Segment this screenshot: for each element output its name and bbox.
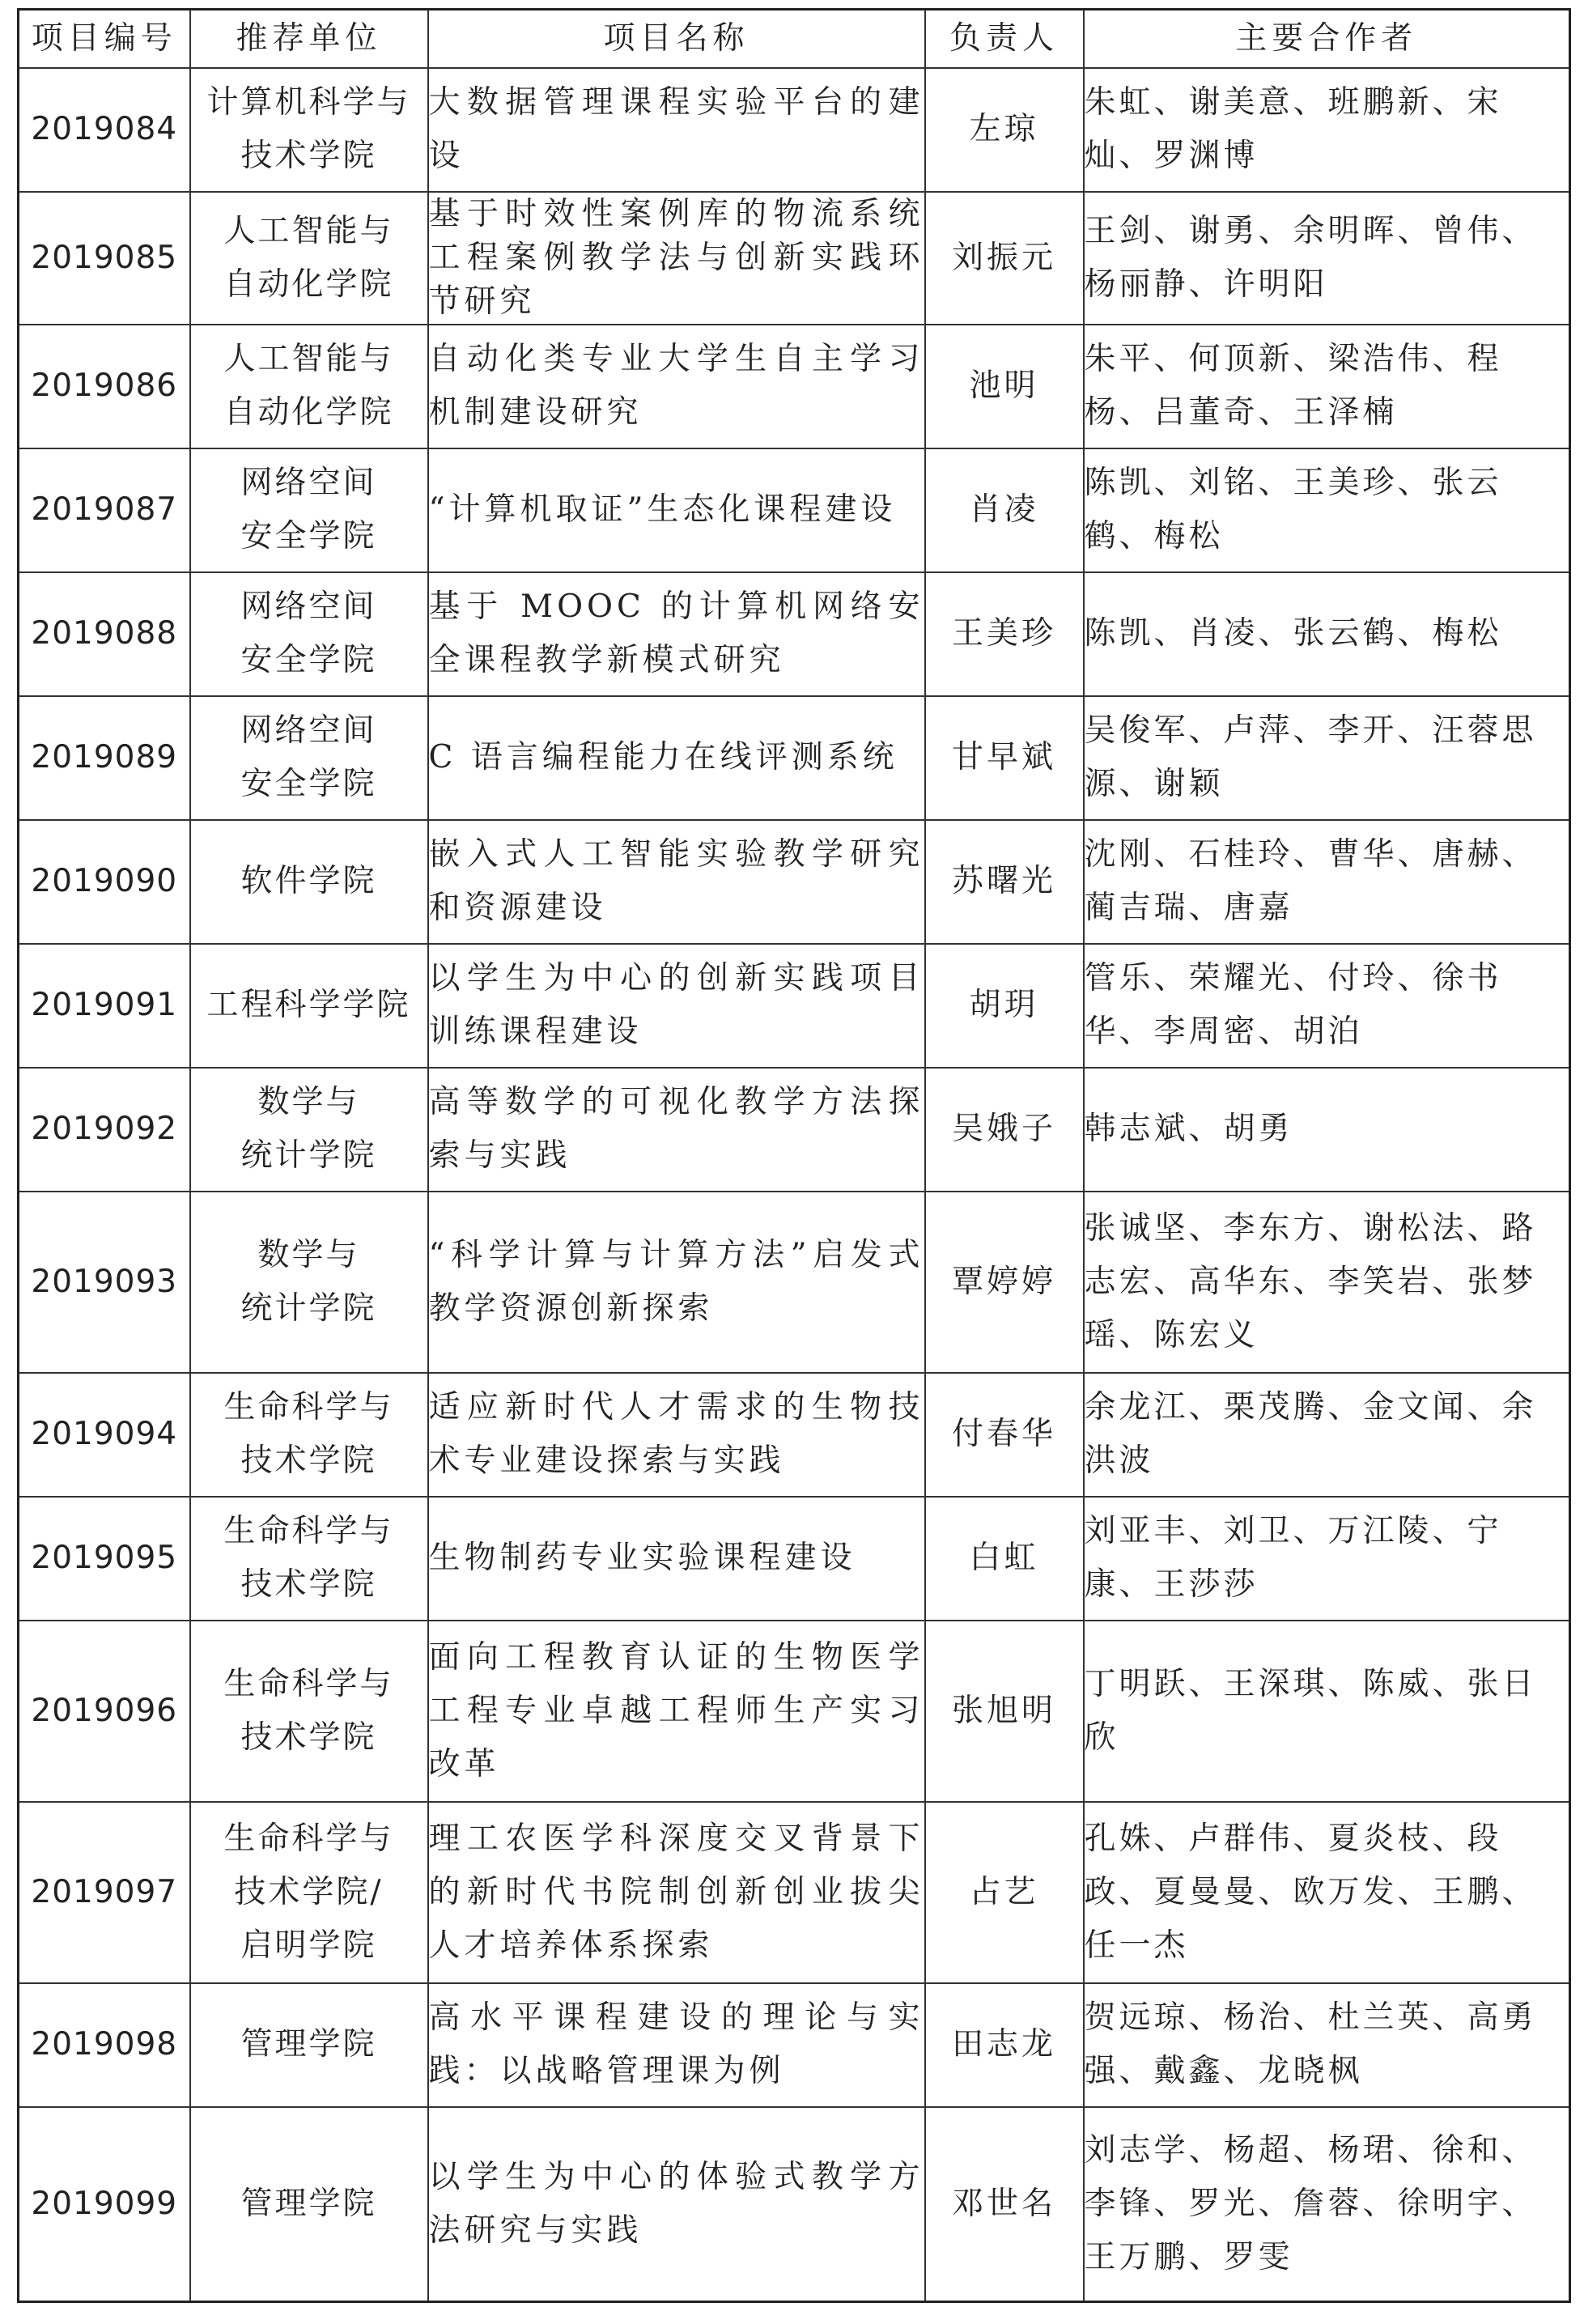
collaborators-cell: 张诚坚、李东方、谢松法、路志宏、高华东、李笑岩、张梦瑶、陈宏义 xyxy=(1084,1192,1570,1373)
project-id-cell: 2019096 xyxy=(19,1621,190,1802)
project-id-cell: 2019090 xyxy=(19,820,190,944)
table-row xyxy=(19,572,1570,696)
collaborators-cell: 丁明跃、王深琪、陈威、张日欣 xyxy=(1084,1621,1570,1802)
table-row xyxy=(19,1068,1570,1192)
table-header-row xyxy=(19,10,1570,68)
collaborators-cell: 管乐、荣耀光、付玲、徐书华、李周密、胡泊 xyxy=(1084,944,1570,1068)
leader-cell: 付春华 xyxy=(925,1373,1084,1497)
leader-cell: 覃婷婷 xyxy=(925,1192,1084,1373)
title-cell: “科学计算与计算方法”启发式教学资源创新探索 xyxy=(428,1192,925,1373)
table-row xyxy=(19,1497,1570,1621)
project-id-cell: 2019091 xyxy=(19,944,190,1068)
unit-cell: 网络空间 安全学院 xyxy=(190,448,428,572)
collaborators-cell: 刘亚丰、刘卫、万江陵、宁康、王莎莎 xyxy=(1084,1497,1570,1621)
collaborators-cell: 陈凯、肖凌、张云鹤、梅松 xyxy=(1084,572,1570,696)
collaborators-cell: 孔姝、卢群伟、夏炎枝、段政、夏曼曼、欧万发、王鹏、任一杰 xyxy=(1084,1802,1570,1983)
title-cell: “计算机取证”生态化课程建设 xyxy=(428,448,925,572)
leader-cell: 苏曙光 xyxy=(925,820,1084,944)
leader-cell: 王美珍 xyxy=(925,572,1084,696)
header-leader: 负责人 xyxy=(925,10,1084,68)
leader-cell: 占艺 xyxy=(925,1802,1084,1983)
collaborators-cell: 韩志斌、胡勇 xyxy=(1084,1068,1570,1192)
leader-cell: 池明 xyxy=(925,325,1084,448)
title-cell: 大数据管理课程实验平台的建设 xyxy=(428,68,925,192)
unit-cell: 管理学院 xyxy=(190,2107,428,2302)
title-cell: 面向工程教育认证的生物医学工程专业卓越工程师生产实习改革 xyxy=(428,1621,925,1802)
title-cell: 高等数学的可视化教学方法探索与实践 xyxy=(428,1068,925,1192)
collaborators-cell: 吴俊军、卢萍、李开、汪蓉思源、谢颖 xyxy=(1084,696,1570,820)
unit-cell: 生命科学与 技术学院 xyxy=(190,1497,428,1621)
collaborators-cell: 朱平、何顶新、梁浩伟、程杨、吕董奇、王泽楠 xyxy=(1084,325,1570,448)
unit-cell: 人工智能与 自动化学院 xyxy=(190,325,428,448)
project-id-cell: 2019085 xyxy=(19,192,190,325)
table-row xyxy=(19,68,1570,192)
table-row xyxy=(19,1621,1570,1802)
unit-cell: 网络空间 安全学院 xyxy=(190,572,428,696)
table-row xyxy=(19,448,1570,572)
unit-cell: 生命科学与 技术学院/ 启明学院 xyxy=(190,1802,428,1983)
title-cell: 生物制药专业实验课程建设 xyxy=(428,1497,925,1621)
title-cell: 自动化类专业大学生自主学习机制建设研究 xyxy=(428,325,925,448)
project-id-cell: 2019084 xyxy=(19,68,190,192)
project-id-cell: 2019092 xyxy=(19,1068,190,1192)
leader-cell: 张旭明 xyxy=(925,1621,1084,1802)
unit-cell: 人工智能与 自动化学院 xyxy=(190,192,428,325)
table-row xyxy=(19,820,1570,944)
unit-cell: 数学与 统计学院 xyxy=(190,1068,428,1192)
leader-cell: 左琼 xyxy=(925,68,1084,192)
collaborators-cell: 陈凯、刘铭、王美珍、张云鹤、梅松 xyxy=(1084,448,1570,572)
title-cell: 基于 MOOC 的计算机网络安全课程教学新模式研究 xyxy=(428,572,925,696)
collaborators-cell: 沈刚、石桂玲、曹华、唐赫、蔺吉瑞、唐嘉 xyxy=(1084,820,1570,944)
table-row xyxy=(19,1192,1570,1373)
leader-cell: 白虹 xyxy=(925,1497,1084,1621)
collaborators-cell: 贺远琼、杨治、杜兰英、高勇强、戴鑫、龙晓枫 xyxy=(1084,1983,1570,2107)
collaborators-cell: 刘志学、杨超、杨珺、徐和、李锋、罗光、詹蓉、徐明宇、王万鹏、罗雯 xyxy=(1084,2107,1570,2302)
collaborators-cell: 余龙江、栗茂腾、金文闻、余洪波 xyxy=(1084,1373,1570,1497)
project-table xyxy=(17,8,1571,2303)
unit-cell: 生命科学与 技术学院 xyxy=(190,1621,428,1802)
leader-cell: 田志龙 xyxy=(925,1983,1084,2107)
table-row xyxy=(19,696,1570,820)
collaborators-cell: 王剑、谢勇、余明晖、曾伟、杨丽静、许明阳 xyxy=(1084,192,1570,325)
leader-cell: 甘早斌 xyxy=(925,696,1084,820)
project-id-cell: 2019089 xyxy=(19,696,190,820)
title-cell: 以学生为中心的体验式教学方法研究与实践 xyxy=(428,2107,925,2302)
unit-cell: 工程科学学院 xyxy=(190,944,428,1068)
project-id-cell: 2019088 xyxy=(19,572,190,696)
project-id-cell: 2019099 xyxy=(19,2107,190,2302)
unit-cell: 管理学院 xyxy=(190,1983,428,2107)
project-document xyxy=(17,8,1569,2303)
title-cell: C 语言编程能力在线评测系统 xyxy=(428,696,925,820)
header-project-id: 项目编号 xyxy=(19,10,190,68)
title-cell: 高水平课程建设的理论与实践：以战略管理课为例 xyxy=(428,1983,925,2107)
leader-cell: 胡玥 xyxy=(925,944,1084,1068)
project-id-cell: 2019097 xyxy=(19,1802,190,1983)
header-collaborators: 主要合作者 xyxy=(1084,10,1570,68)
leader-cell: 邓世名 xyxy=(925,2107,1084,2302)
table-row xyxy=(19,2107,1570,2302)
table-row xyxy=(19,944,1570,1068)
unit-cell: 数学与 统计学院 xyxy=(190,1192,428,1373)
title-cell: 以学生为中心的创新实践项目训练课程建设 xyxy=(428,944,925,1068)
table-row xyxy=(19,192,1570,325)
unit-cell: 计算机科学与 技术学院 xyxy=(190,68,428,192)
title-cell: 嵌入式人工智能实验教学研究和资源建设 xyxy=(428,820,925,944)
project-id-cell: 2019087 xyxy=(19,448,190,572)
header-project-title: 项目名称 xyxy=(428,10,925,68)
table-row xyxy=(19,1802,1570,1983)
unit-cell: 网络空间 安全学院 xyxy=(190,696,428,820)
project-id-cell: 2019086 xyxy=(19,325,190,448)
project-id-cell: 2019098 xyxy=(19,1983,190,2107)
title-cell: 基于时效性案例库的物流系统工程案例教学法与创新实践环节研究 xyxy=(428,192,925,325)
leader-cell: 肖凌 xyxy=(925,448,1084,572)
leader-cell: 刘振元 xyxy=(925,192,1084,325)
project-id-cell: 2019093 xyxy=(19,1192,190,1373)
project-id-cell: 2019094 xyxy=(19,1373,190,1497)
unit-cell: 生命科学与 技术学院 xyxy=(190,1373,428,1497)
table-row xyxy=(19,1983,1570,2107)
table-row xyxy=(19,325,1570,448)
project-id-cell: 2019095 xyxy=(19,1497,190,1621)
title-cell: 适应新时代人才需求的生物技术专业建设探索与实践 xyxy=(428,1373,925,1497)
table-row xyxy=(19,1373,1570,1497)
header-recommending-unit: 推荐单位 xyxy=(190,10,428,68)
title-cell: 理工农医学科深度交叉背景下的新时代书院制创新创业拔尖人才培养体系探索 xyxy=(428,1802,925,1983)
unit-cell: 软件学院 xyxy=(190,820,428,944)
leader-cell: 吴娥子 xyxy=(925,1068,1084,1192)
collaborators-cell: 朱虹、谢美意、班鹏新、宋灿、罗渊博 xyxy=(1084,68,1570,192)
